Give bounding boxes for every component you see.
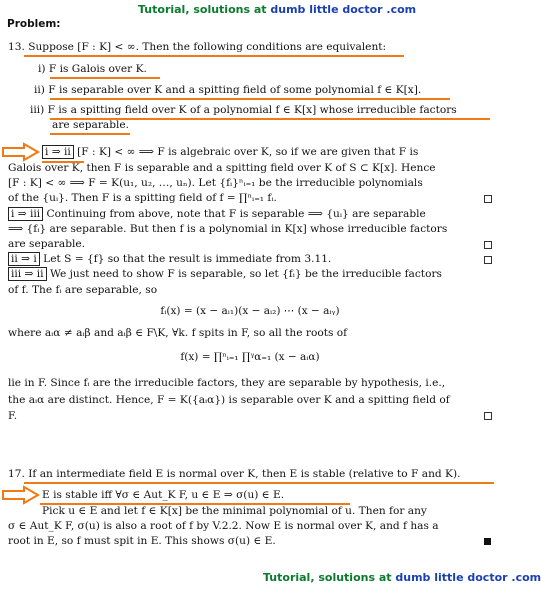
pointer-arrow-icon <box>2 143 40 161</box>
implication-box-ii-i: ii ⇒ i <box>8 252 40 266</box>
underline-cond-ii <box>50 98 450 100</box>
proof-block-2-line-3: are separable. <box>8 238 86 250</box>
b1-text-1: [F : K] < ∞ ⟹ F is algebraic over K, so if we are given that F is <box>77 146 419 158</box>
proof-block-4-line-4: lie in F. Since fᵢ are the irreducible factors, they are separable by hypothesis, i.e., <box>8 377 446 389</box>
p13-cond-ii: ii) F is separable over K and a spitting field of some polynomial f ∈ K[x]. <box>34 84 422 96</box>
p13-cond-iii-2: are separable. <box>52 119 130 131</box>
implication-box-iii-ii: iii ⇒ ii <box>8 267 47 281</box>
b4-text-1: We just need to show F is separable, so let {fᵢ} be the irreducible factors <box>49 268 442 280</box>
proof-block-1-line-1 <box>42 146 418 159</box>
qed-box-icon <box>484 412 492 420</box>
p13-statement: 13. Suppose [F : K] < ∞. Then the following conditions are equivalent: <box>8 41 387 53</box>
p17-proof-line-3: root in E, so f must spit in E. This shows σ(u) ∈ E. <box>8 535 276 547</box>
proof-block-4-line-3: where aᵢα ≠ aᵢβ and aᵢβ ∈ F\K, ∀k. f spits in F, so all the roots of <box>8 327 348 339</box>
p13-cond-i: i) F is Galois over K. <box>38 63 147 75</box>
header-suffix: .com <box>386 3 417 16</box>
p17-statement: 17. If an intermediate field E is normal over K, then E is stable (relative to F and K). <box>8 468 461 480</box>
footer-prefix: Tutorial, solutions at <box>263 571 392 584</box>
underline-cond-i <box>50 77 160 79</box>
header-prefix: Tutorial, solutions at <box>138 3 267 16</box>
site-header <box>138 3 416 16</box>
qed-box-icon <box>484 241 492 249</box>
proof-block-3-line-1 <box>8 253 331 266</box>
implication-box-i-iii: i ⇒ iii <box>8 207 43 221</box>
qed-box-icon <box>484 256 492 264</box>
proof-block-4-line-5: the aᵢα are distinct. Hence, F = K({aᵢα}) is separable over K and a spitting field of <box>8 394 450 406</box>
equation-fi: fᵢ(x) = (x − aᵢ₁)(x − aᵢ₂) ⋯ (x − aᵢᵧ) <box>160 305 340 317</box>
proof-block-4-line-2: of f. The fᵢ are separable, so <box>8 284 158 296</box>
pointer-arrow-icon <box>2 486 40 504</box>
underline-p13 <box>24 55 404 57</box>
header-site: dumb little doctor <box>270 3 383 16</box>
proof-block-4-line-1 <box>8 268 442 281</box>
implication-box-i-ii: i ⇒ ii <box>42 145 74 159</box>
equation-f: f(x) = ∏ⁿᵢ₌₁ ∏ᵞα₌₁ (x − aᵢα) <box>180 351 320 363</box>
p17-proof-line-2: σ ∈ Aut_K F, σ(u) is also a root of f by V.2.2. Now E is normal over K, and f has a <box>8 520 439 532</box>
proof-block-1-line-4: of the {uᵢ}. Then F is a spitting field of f = ∏ⁿᵢ₌₁ fᵢ. <box>8 192 277 204</box>
b2-text-1: Continuing from above, note that F is separable ⟹ {uᵢ} are separable <box>46 208 426 220</box>
b3-text-1: Let S = {f} so that the result is immediate from 3.11. <box>43 253 332 265</box>
p13-cond-iii-1: iii) F is a spitting field over K of a polynomial f ∈ K[x] whose irreducible factors <box>30 104 457 116</box>
proof-block-1-line-2: Galois over K, then F is separable and a spitting field over K of S ⊂ K[x]. Hence <box>8 162 436 174</box>
footer-suffix: .com <box>511 571 541 584</box>
p17-claim: E is stable iff ∀σ ∈ Aut_K F, u ∈ E ⇒ σ(u) ∈ E. <box>42 489 285 501</box>
proof-block-4-line-6: F. <box>8 410 18 422</box>
underline-p17 <box>24 482 494 484</box>
qed-box-icon <box>484 195 492 203</box>
footer-site: dumb little doctor <box>395 571 508 584</box>
underline-cond-iii-2 <box>50 133 130 135</box>
proof-block-1-line-3: [F : K] < ∞ ⟹ F = K(u₁, u₂, …, uₙ). Let {fᵢ}ⁿᵢ₌₁ be the irreducible polynomials <box>8 177 423 189</box>
p17-proof-line-1: Pick u ∈ E and let f ∈ K[x] be the minimal polynomial of u. Then for any <box>42 505 427 517</box>
site-footer <box>263 571 541 584</box>
proof-block-2-line-1 <box>8 208 426 221</box>
proof-block-2-line-2: ⟹ {fᵢ} are separable. But then f is a polynomial in K[x] whose irreducible factors <box>8 223 448 235</box>
problem-label: Problem: <box>7 18 61 30</box>
qed-filled-icon <box>484 538 491 545</box>
